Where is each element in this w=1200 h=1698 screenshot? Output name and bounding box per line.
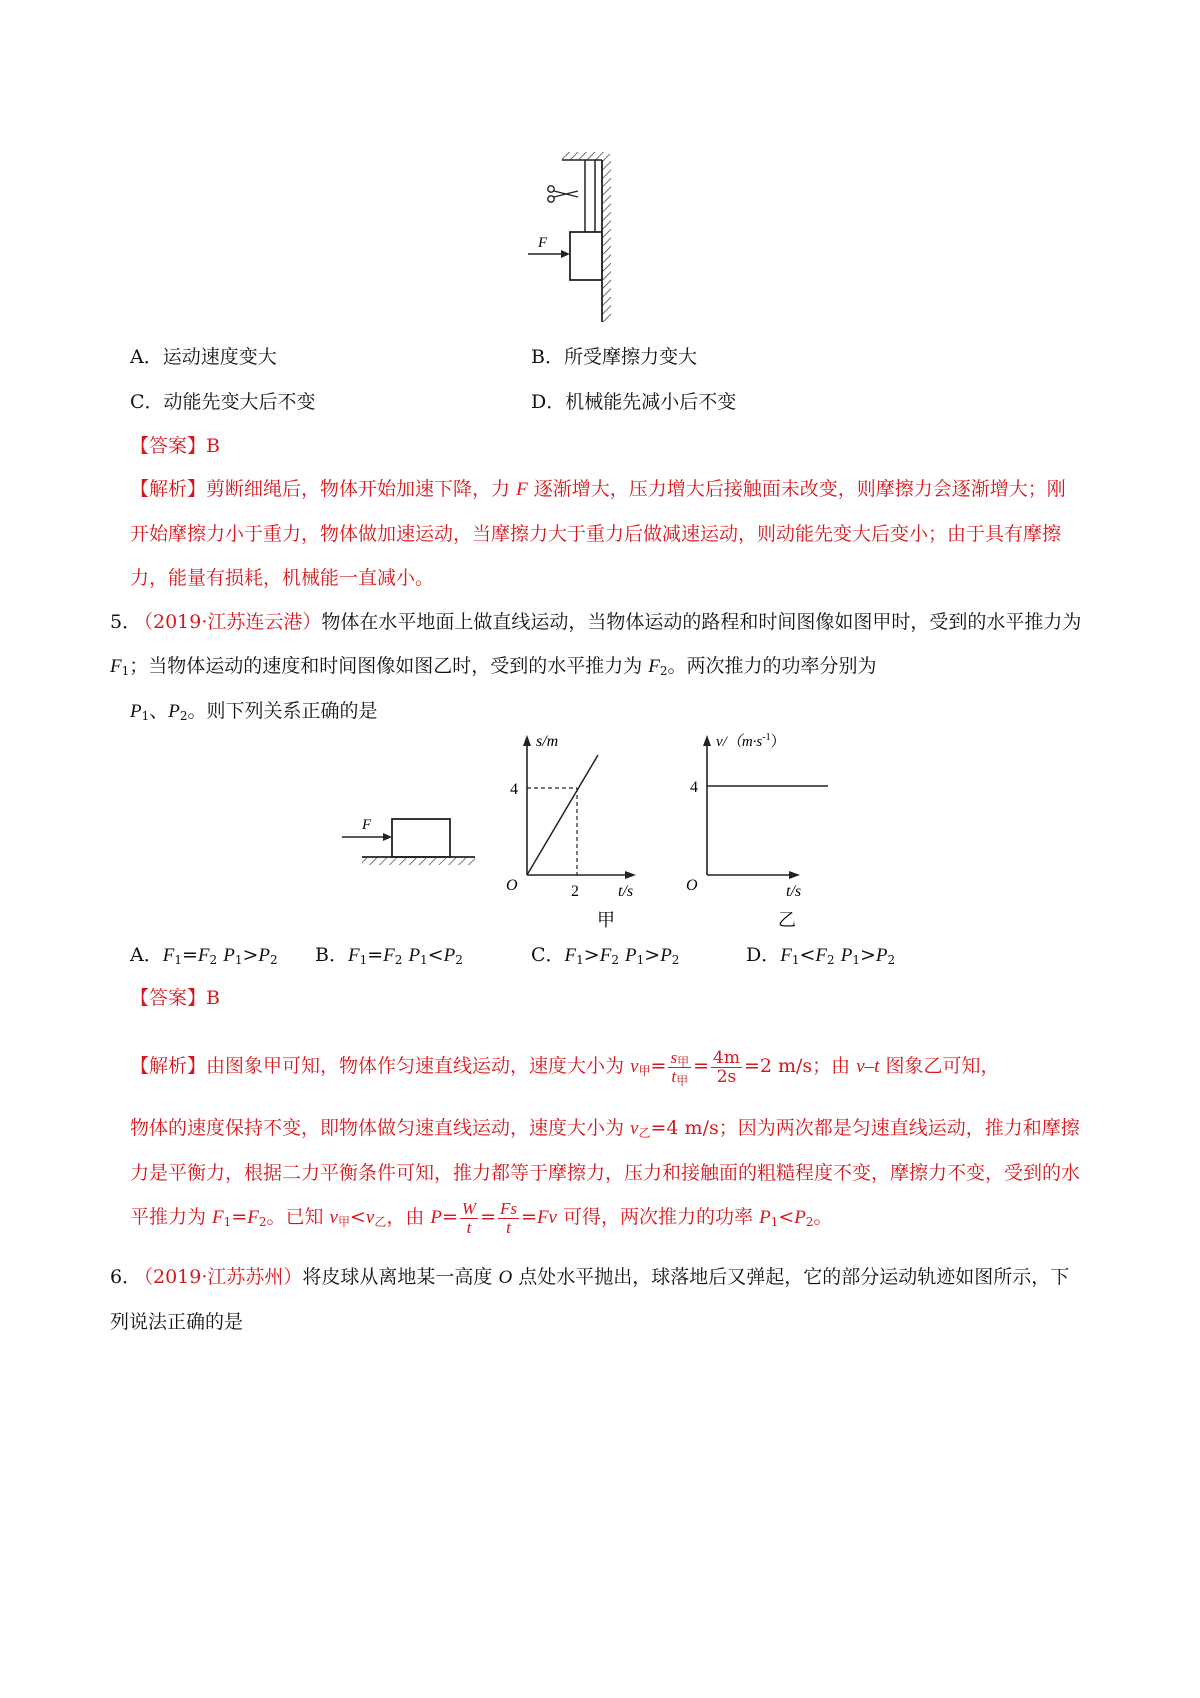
q5-analysis-line1: 【解析】由图象甲可知，物体作匀速直线运动，速度大小为 $v_甲=$ $\frac{s_甲}{t_甲}$ = $\frac{4m}{2s}$ =2 m/s；由 v–t 图象乙可知， [130,1047,1000,1088]
q4-option-c: C．动能先变大后不变 [130,391,316,413]
q5-block-figure [340,805,480,875]
q5-analysis-body: 物体的速度保持不变，即物体做匀速直线运动，速度大小为 $v_乙=4$ m/s；因为两次都是匀速直线运动，推力和摩擦力是平衡力，根据二力平衡条件可知，推力都等于摩擦力，压力和接触面的粗糙程度不变，摩擦力不变，受到的水平推力为 $F_1=F_2$。已知 $v_甲<v_乙$，由 P= $\frac{W}{t}$ = $\frac{Fs}{t}$ =Fv 可得，两次推力的功率 $P_1<P_2$。 [130,1117,1081,1237]
q4-option-d: D．机械能先减小后不变 [531,391,737,413]
q5-yi-origin: O [686,877,698,894]
q5-force-label: F [362,817,372,833]
q5-graph-jia [500,730,655,930]
q5-yi-xlabel: t/s [786,883,802,900]
q5-yi-ylabel: $v/(m\cdot s^{-1})$ [716,732,786,750]
q5-option-a: A．$F_1=F_2$ $P_1>P_2$ [130,944,278,967]
q5-jia-xtick: 2 [571,883,579,900]
q5-graph-yi [680,730,860,930]
q5-jia-ylabel: s/m [536,733,559,750]
q4-answer: 【答案】B [130,435,220,457]
q5-jia-xlabel: t/s [618,883,634,900]
q5-option-b: B．$F_1=F_2$ $P_1<P_2$ [315,944,463,967]
q5-jia-ytick: 4 [510,781,518,798]
q5-yi-caption: 乙 [778,910,796,930]
scissors-icon [548,186,578,202]
q5-jia-caption: 甲 [597,910,615,930]
q6-source: （2019·江苏苏州） [134,1266,303,1288]
q4-analysis: 【解析】剪断细绳后，物体开始加速下降，力 F 逐渐增大，压力增大后接触面未改变，则摩擦力会逐渐增大；刚开始摩擦力小于重力，物体做加速运动，当摩擦力大于重力后做减速运动，则动能先变大后变小；由于具有摩擦力，能量有损耗，机械能一直减小。 [130,478,1066,589]
q5-answer: 【答案】B [130,987,220,1009]
q5-yi-ytick: 4 [690,779,698,796]
q4-option-a: A．运动速度变大 [130,346,277,368]
q5-stem: 5．（2019·江苏连云港）物体在水平地面上做直线运动，当物体运动的路程和时间图像如图甲时，受到的水平推力为 $F_1$；当物体运动的速度和时间图像如图乙时，受到的水平推力为 $F_2$。两次推力的功率分别为 $P_1$、$P_2$。则下列关系正确的是 [110,611,1082,723]
q4-force-label: F [538,235,548,251]
q5-option-d: D．$F_1<F_2$ $P_1>P_2$ [746,944,896,967]
q4-wall-block-figure [520,150,640,325]
q4-option-b: B．所受摩擦力变大 [531,346,697,368]
q5-source: （2019·江苏连云港） [134,611,322,633]
q6-stem: 6．（2019·江苏苏州）将皮球从离地某一高度 O 点处水平抛出，球落地后又弹起，它的部分运动轨迹如图所示，下列说法正确的是 [110,1266,1070,1333]
q5-jia-origin: O [506,877,518,894]
q5-option-c: C．$F_1>F_2$ $P_1>P_2$ [531,944,680,967]
